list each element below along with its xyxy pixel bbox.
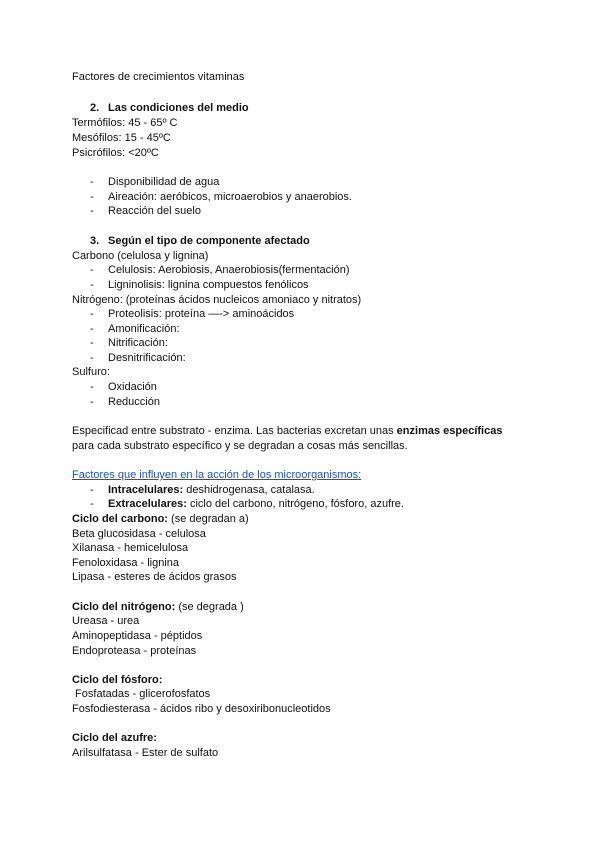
section-number: 2.: [90, 102, 100, 114]
temp-line: Termófilos: 45 - 65º C: [72, 117, 178, 129]
phosphorus-cycle-heading: Ciclo del fósforo:: [72, 674, 163, 686]
list-item: - Proteolisis: proteína —-> aminoácidos: [90, 308, 295, 320]
carbon-cycle-heading: Ciclo del carbono: (se degradan a): [72, 513, 249, 525]
paragraph-line: para cada substrato específico y se degradan a cosas más sencillas.: [72, 440, 408, 452]
list-item: - Aireación: aeróbicos, microaerobios y anaerobios.: [90, 191, 352, 203]
temp-line: Mesófilos: 15 - 45ºC: [72, 132, 171, 144]
temp-line: Psicrófilos: <20ºC: [72, 147, 159, 159]
list-item: - Reducción: [90, 396, 160, 408]
carbono-line: Carbono (celulosa y lignina): [72, 250, 209, 262]
cycle-item: Fosfodiesterasa - ácidos ribo y desoxiribonucleotidos: [72, 703, 331, 715]
section-3-heading: [90, 234, 310, 248]
nitrogeno-line: Nitrógeno: (proteínas ácidos nucleicos amoniaco y nitratos): [72, 294, 362, 306]
list-item: - Ligninolisis: lignina compuestos fenólicos: [90, 279, 309, 291]
section-title: Las condiciones del medio: [108, 102, 249, 114]
cycle-item: Ureasa - urea: [72, 615, 140, 627]
sulfuro-line: Sulfuro:: [72, 366, 110, 378]
cycle-item: Fenoloxidasa - lignina: [72, 557, 180, 569]
cycle-item: Beta glucosidasa - celulosa: [72, 528, 206, 540]
list-item: - Desnitrificación:: [90, 352, 186, 364]
intro-line: Factores de crecimientos vitaminas: [72, 71, 245, 83]
list-item: - Reacción del suelo: [90, 205, 201, 217]
list-item: - Extracelulares: ciclo del carbono, nitrógeno, fósforo, azufre.: [90, 498, 404, 510]
cycle-item: Arilsulfatasa - Ester de sulfato: [72, 747, 219, 759]
list-item: - Disponibilidad de agua: [90, 176, 220, 188]
section-title: Según el tipo de componente afectado: [108, 235, 310, 247]
factors-link[interactable]: Factores que influyen en la acción de los microorganismos:: [72, 469, 362, 481]
nitrogen-cycle-heading: Ciclo del nitrógeno: (se degrada ): [72, 601, 244, 613]
cycle-item: Aminopeptidasa - péptidos: [72, 630, 203, 642]
cycle-item: Endoproteasa - proteínas: [72, 645, 197, 657]
list-item: - Nitrificación:: [90, 337, 168, 349]
list-item: - Oxidación: [90, 381, 157, 393]
cycle-item: Xilanasa - hemicelulosa: [72, 542, 189, 554]
section-2-heading: [90, 101, 249, 115]
cycle-item: Fosfatadas - glicerofosfatos: [72, 688, 211, 700]
paragraph-line: Especificad entre substrato - enzima. Las bacterias excretan unas enzimas específicas: [72, 425, 503, 437]
section-number: 3.: [90, 235, 100, 247]
list-item: - Celulosis: Aerobiosis, Anaerobiosis(fermentación): [90, 264, 350, 276]
list-item: - Amonificación:: [90, 323, 180, 335]
sulfur-cycle-heading: Ciclo del azufre:: [72, 732, 157, 744]
cycle-item: Lipasa - esteres de ácidos grasos: [72, 571, 237, 583]
list-item: - Intracelulares: deshidrogenasa, catalasa.: [90, 484, 315, 496]
